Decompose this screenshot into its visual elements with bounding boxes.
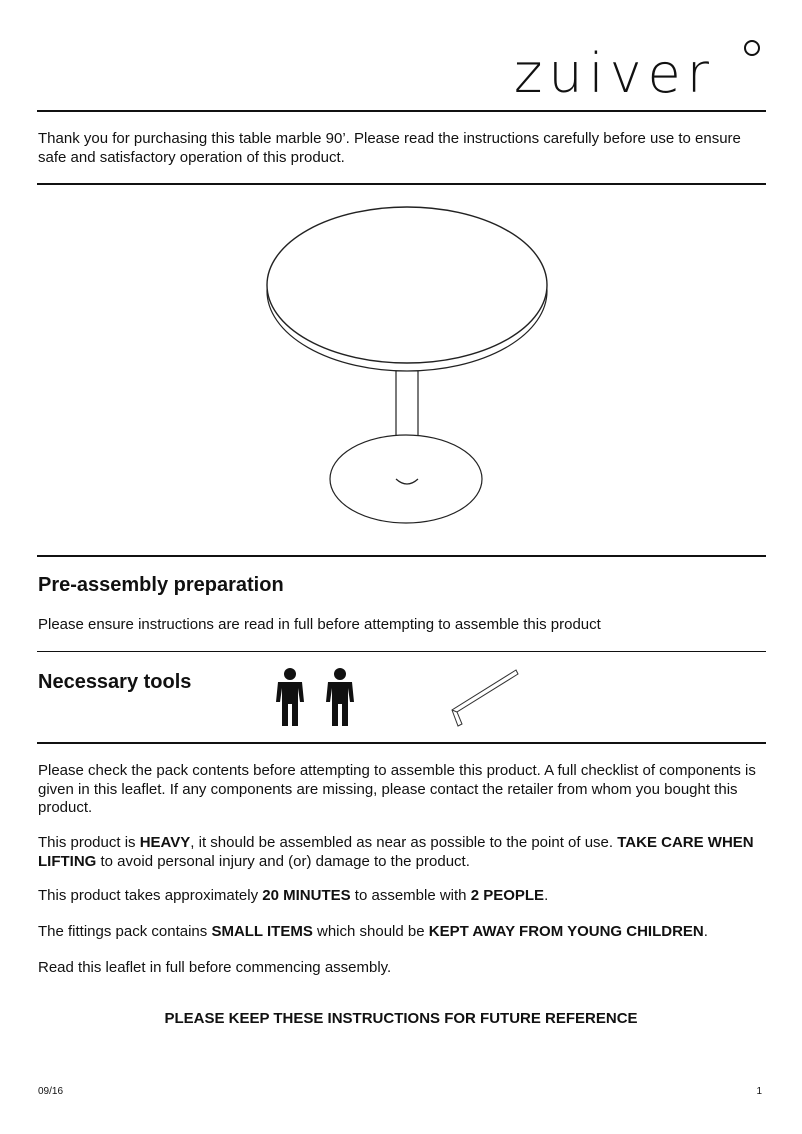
small-items-warning: The fittings pack contains SMALL ITEMS which should be KEPT AWAY FROM YOUNG CHILDREN. [38,923,708,940]
pre-assembly-text: Please ensure instructions are read in full before attempting to assemble this product [38,616,601,633]
table-top [267,207,547,363]
person-icon [320,666,360,728]
brand-name: zuiver [514,42,715,98]
intro-text: Thank you for purchasing this table marble 90’. Please read the instructions carefully before use to ensure safe and satisfactory operation of this product. [38,130,741,166]
brand-degree-mark [745,41,759,55]
tools-heading: Necessary tools [38,671,192,693]
brand-logo [514,36,764,103]
divider [37,651,766,652]
allen-key-icon [444,664,524,734]
heavy-warning: This product is HEAVY, it should be assembled as near as possible to the point of use. TAKE CARE WHEN LIFTING to avoid personal injury and (or) damage to the product. [38,834,754,870]
person-icon [270,666,310,728]
checklist-text: Please check the pack contents before attempting to assemble this product. A full checklist of components is given in this leaflet. If any components are missing, please contact the retailer from whom you bought this product. [38,762,756,816]
keep-instructions-notice: PLEASE KEEP THESE INSTRUCTIONS FOR FUTURE REFERENCE [164,1010,638,1027]
table-illustration [262,205,562,535]
table-base [330,435,482,523]
assembly-time: This product takes approximately 20 MINUTES to assemble with 2 PEOPLE. [38,887,549,904]
page-number: 1 [756,1086,762,1097]
divider [37,555,766,557]
brand-logo-mark [514,36,764,98]
read-leaflet-text: Read this leaflet in full before commencing assembly. [38,959,392,976]
divider [37,183,766,185]
divider [37,110,766,112]
footer-date: 09/16 [38,1086,64,1097]
pre-assembly-heading: Pre-assembly preparation [38,574,284,596]
divider [37,742,766,744]
